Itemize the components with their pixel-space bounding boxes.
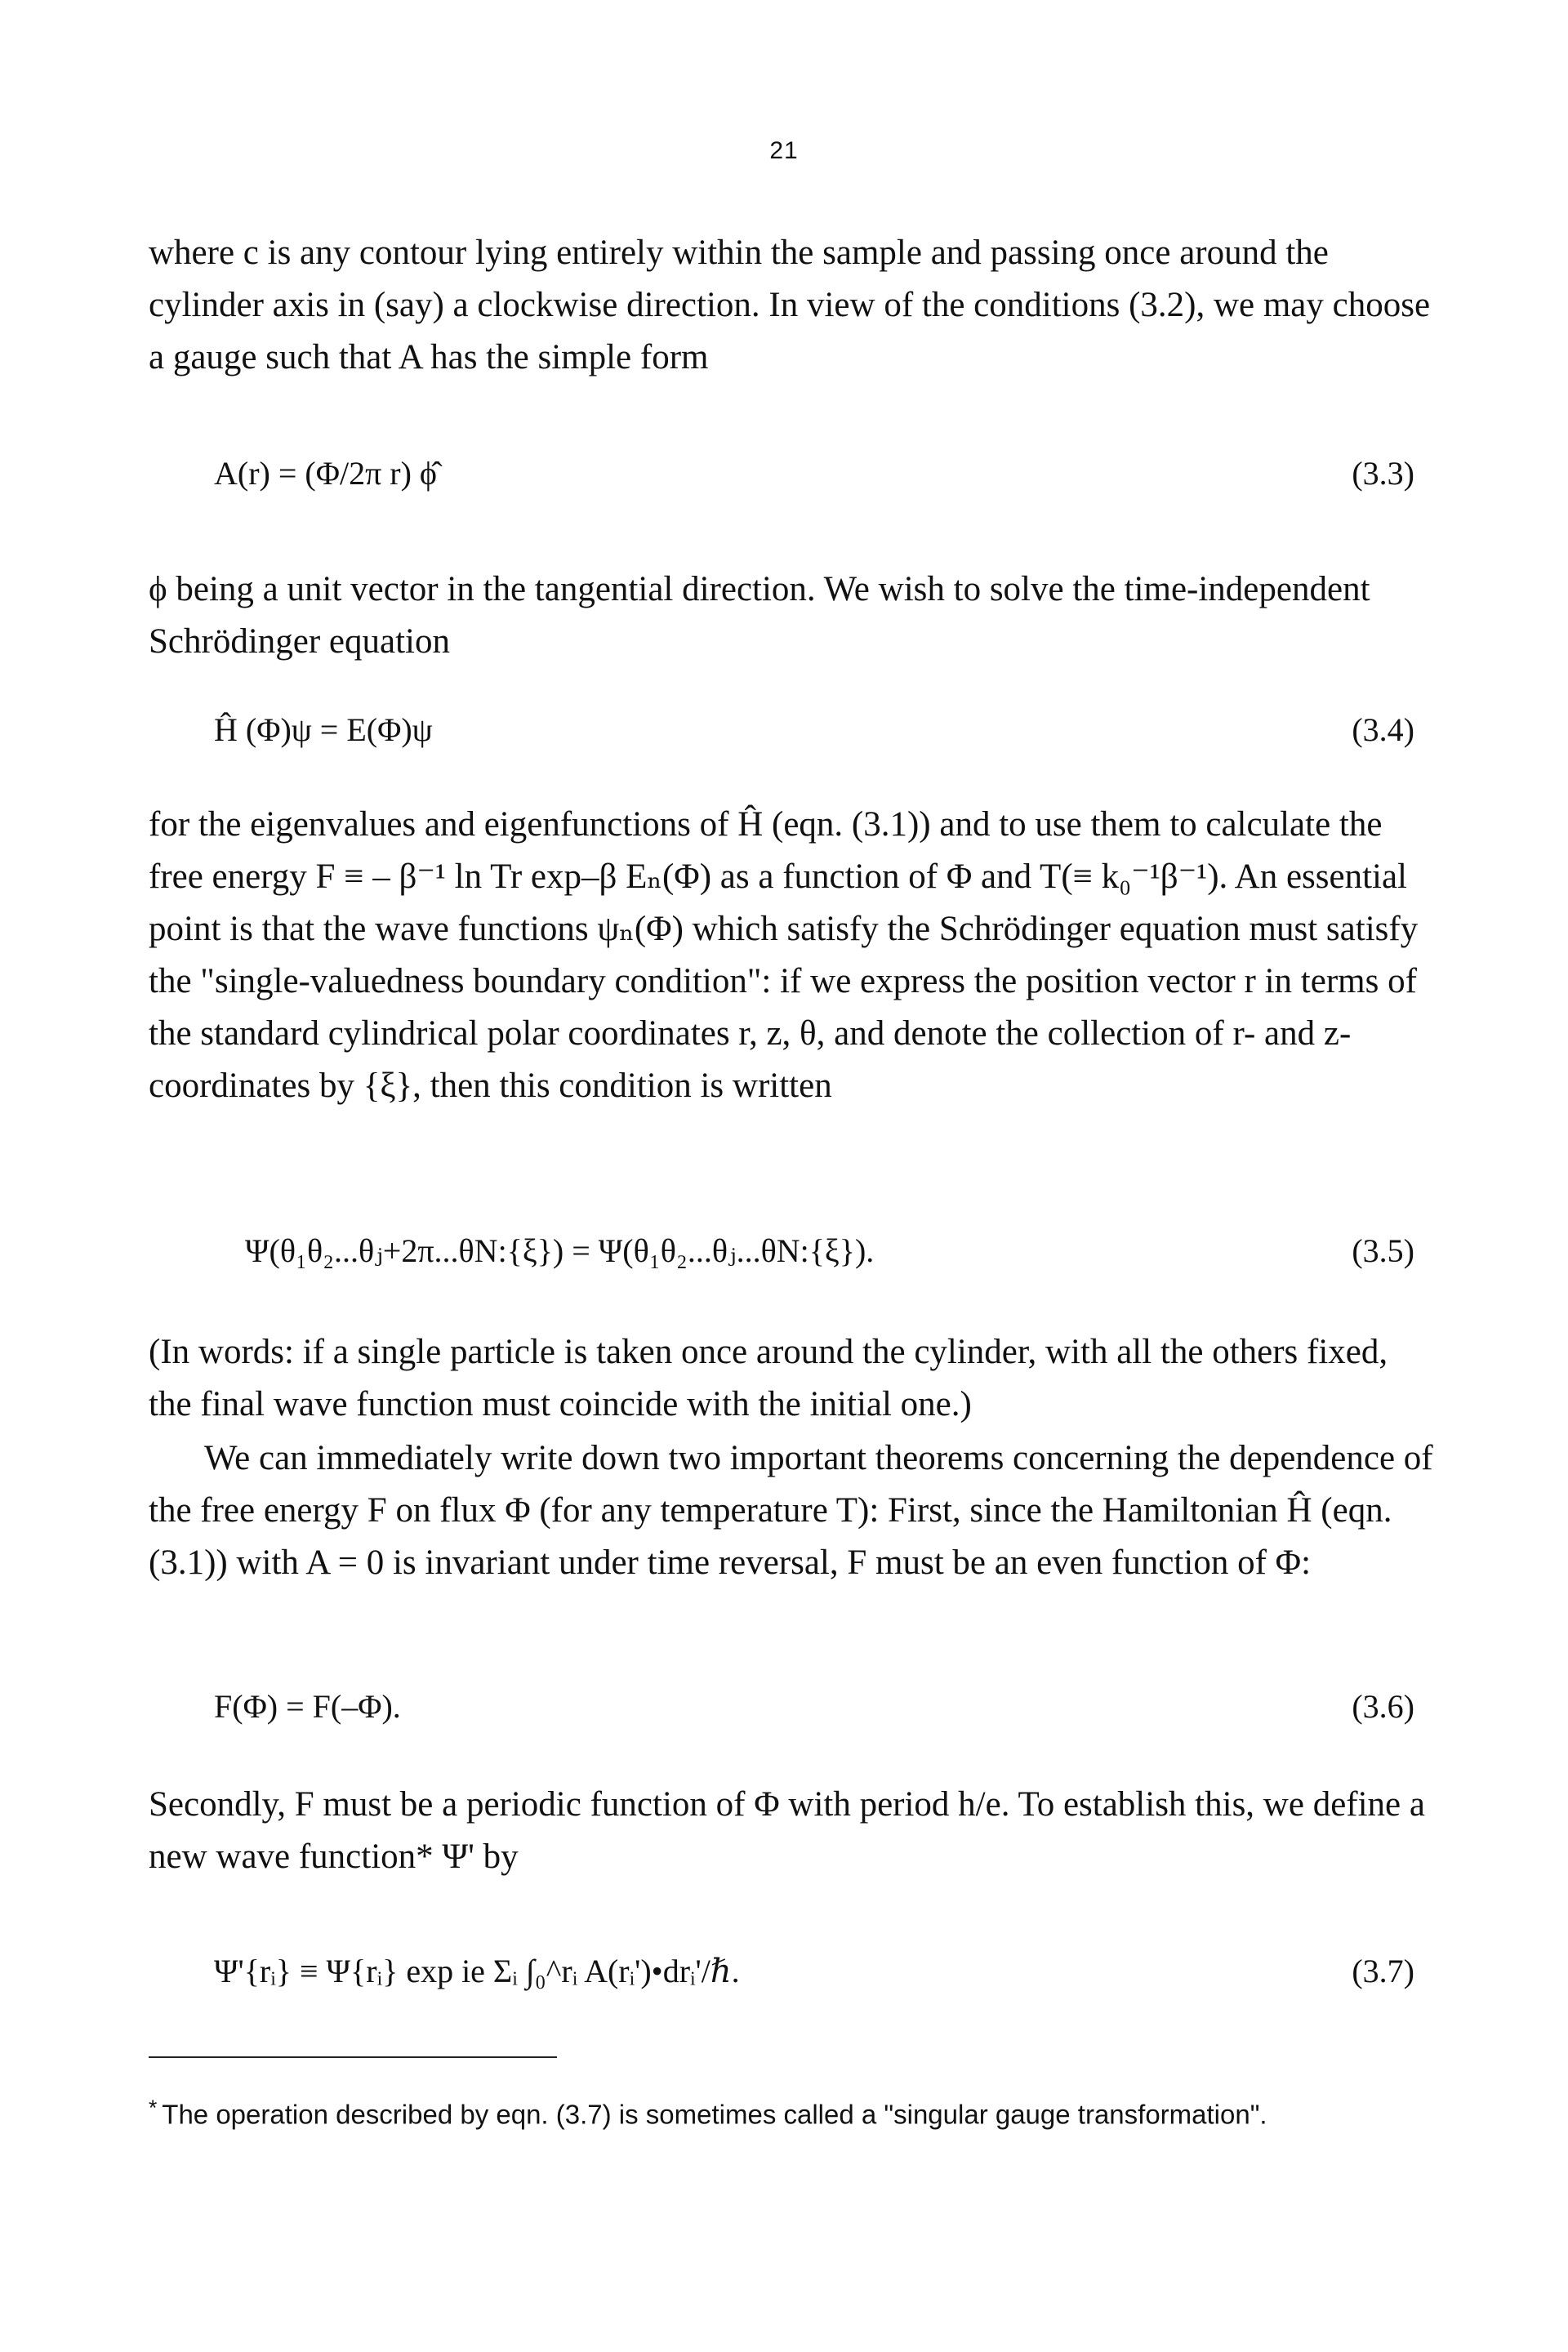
footnote-marker: *: [149, 2096, 158, 2120]
page-number: 21: [769, 137, 799, 164]
equation-3-6: F(Φ) = F(–Φ).: [214, 1688, 401, 1725]
equation-3-5: Ψ(θ₁θ₂...θⱼ+2π...θN:{ξ}) = Ψ(θ₁θ₂...θⱼ...θN:{ξ}).: [245, 1232, 875, 1269]
equation-number-3-7: (3.7): [1352, 1953, 1414, 1989]
paragraph-2: ϕ being a unit vector in the tangential direction. We wish to solve the time-independent Schrödinger equation: [149, 570, 1370, 661]
equation-number-3-5: (3.5): [1352, 1232, 1414, 1269]
paragraph-1: where c is any contour lying entirely within the sample and passing once around the cylinder axis in (say) a clockwise direction. In view of the conditions (3.2), we may choose a gauge such that A has the simple form: [149, 234, 1431, 376]
footnote-rule: [149, 2056, 557, 2058]
equation-number-3-6: (3.6): [1352, 1688, 1414, 1725]
equation-number-3-4: (3.4): [1352, 711, 1414, 748]
footnote-text: The operation described by eqn. (3.7) is sometimes called a "singular gauge transformation".: [162, 2099, 1267, 2130]
equation-3-7: Ψ'{rᵢ} ≡ Ψ{rᵢ} exp ie Σᵢ ∫₀^rᵢ A(rᵢ')•drᵢ'/ℏ.: [214, 1953, 740, 1989]
paragraph-5: We can immediately write down two important theorems concerning the dependence of the free energy F on flux Φ (for any temperature T): First, since the Hamiltonian Ĥ (eqn. (3.1)) with A = 0 is invariant under time reversal, F must be an even function of Φ:: [149, 1439, 1433, 1582]
equation-3-3: A(r) = (Φ/2π r) ϕ̂: [214, 455, 437, 492]
paragraph-6: Secondly, F must be a periodic function of Φ with period h/e. To establish this, we define a new wave function* Ψ' by: [149, 1785, 1425, 1876]
equation-3-4: Ĥ (Φ)ψ = E(Φ)ψ: [214, 711, 433, 748]
paragraph-3: for the eigenvalues and eigenfunctions of Ĥ (eqn. (3.1)) and to use them to calculate the free energy F ≡ – β⁻¹ ln Tr exp–β Eₙ(Φ) as a function of Φ and T(≡ k₀⁻¹β⁻¹). An essential point is that the wave functions ψₙ(Φ) which satisfy the Schrödinger equation must satisfy the "single-valuedness boundary condition": if we express the position vector r in terms of the standard cylindrical polar coordinates r, z, θ, and denote the collection of r- and z-coordinates by {ξ}, then this condition is written: [149, 805, 1419, 1105]
paragraph-4: (In words: if a single particle is taken once around the cylinder, with all the others fixed, the final wave function must coincide with the initial one.): [149, 1333, 1388, 1423]
footnote: [149, 2089, 1374, 2134]
equation-number-3-3: (3.3): [1352, 455, 1414, 492]
